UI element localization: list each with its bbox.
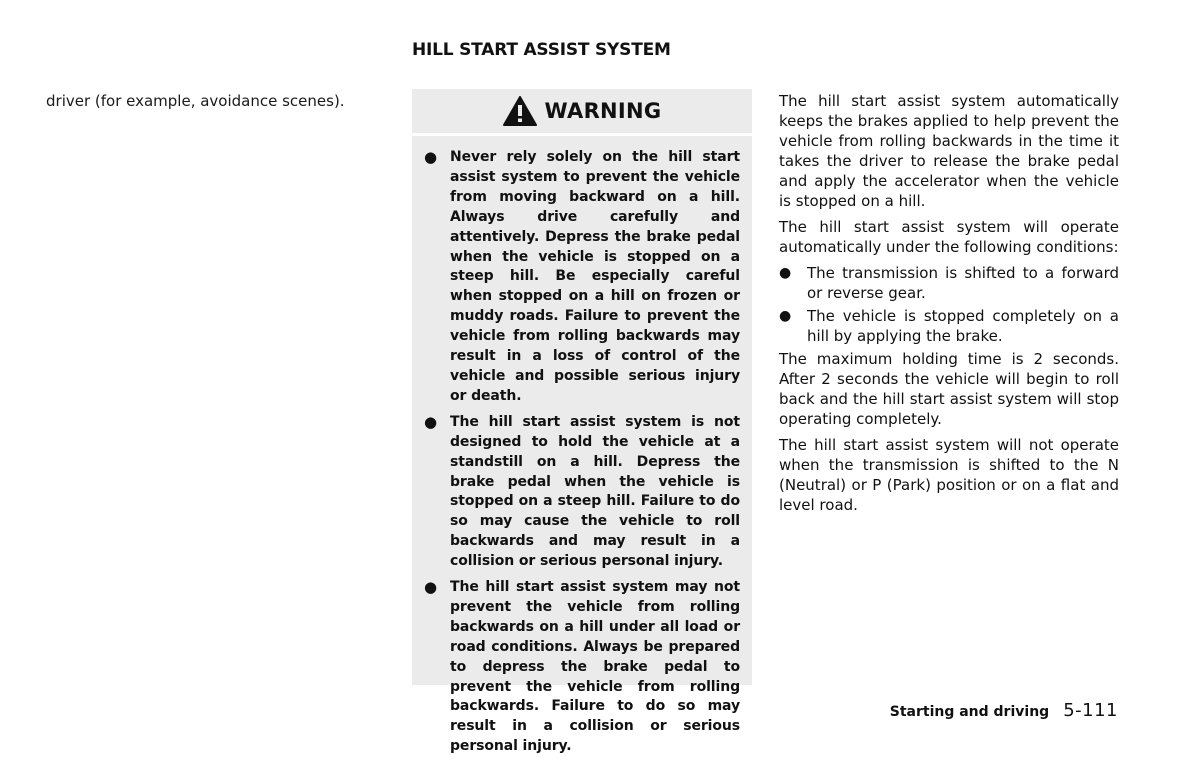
page-footer	[890, 700, 1118, 721]
bullet-icon: ●	[424, 412, 437, 431]
bullet-icon: ●	[779, 308, 792, 324]
page-number: 5-111	[1063, 700, 1118, 721]
paragraph: The hill start assist system will not operate when the transmission is shifted to the N (Neutral) or P (Park) position or on a flat and level road.	[779, 436, 1119, 514]
list-item	[779, 263, 1119, 303]
warning-triangle-icon	[503, 96, 537, 126]
bullet-icon: ●	[424, 148, 437, 166]
left-column-text: driver (for example, avoidance scenes).	[46, 92, 345, 110]
warning-item-text: Never rely solely on the hill start assist system to prevent the vehicle from moving backward on a hill. Always drive carefully and attentively. Depress the brake pedal when the vehicle is stopped on a steep hill. Be especially careful when stopped on a hill on frozen or muddy roads. Failure to prevent the vehicle from rolling backwards may result in a loss of control of the vehicle and possible serious injury or death.	[450, 149, 740, 404]
warning-list	[412, 136, 752, 757]
paragraph: The hill start assist system automatically keeps the brakes applied to help prevent the vehicle from rolling backwards in the time it takes the driver to release the brake pedal and apply the accelerator when the vehicle is stopped on a hill.	[779, 92, 1119, 210]
warning-item	[424, 413, 740, 572]
condition-list	[779, 263, 1119, 346]
warning-header	[412, 89, 752, 136]
list-item-text: The vehicle is stopped completely on a hill by applying the brake.	[807, 307, 1119, 345]
bullet-icon: ●	[424, 578, 437, 597]
paragraph: The hill start assist system will operate automatically under the following conditions:	[779, 218, 1119, 256]
right-column	[779, 91, 1119, 521]
warning-item	[424, 578, 740, 757]
list-item-text: The transmission is shifted to a forward or reverse gear.	[807, 264, 1119, 302]
warning-item-text: The hill start assist system may not prevent the vehicle from rolling backwards on a hill under all load or road conditions. Always be prepared to depress the brake pedal to prevent the vehicle from rolling backwards. Failure to do so may result in a collision or serious personal injury.	[450, 579, 740, 755]
paragraph: The maximum holding time is 2 seconds. After 2 seconds the vehicle will begin to roll back and the hill start assist system will stop operating completely.	[779, 350, 1119, 428]
list-item	[779, 306, 1119, 346]
footer-section-name: Starting and driving	[889, 704, 1050, 720]
warning-title: WARNING	[544, 99, 662, 123]
warning-item	[424, 148, 740, 407]
warning-item-text: The hill start assist system is not designed to hold the vehicle at a standstill on a hill. Depress the brake pedal when the vehicle is stopped on a steep hill. Failure to do so may cause the vehicle to roll backwards and may result in a collision or serious personal injury.	[450, 413, 740, 570]
bullet-icon: ●	[779, 265, 792, 281]
page-title: HILL START ASSIST SYSTEM	[412, 40, 671, 60]
warning-box	[412, 89, 752, 755]
left-column	[46, 91, 376, 111]
